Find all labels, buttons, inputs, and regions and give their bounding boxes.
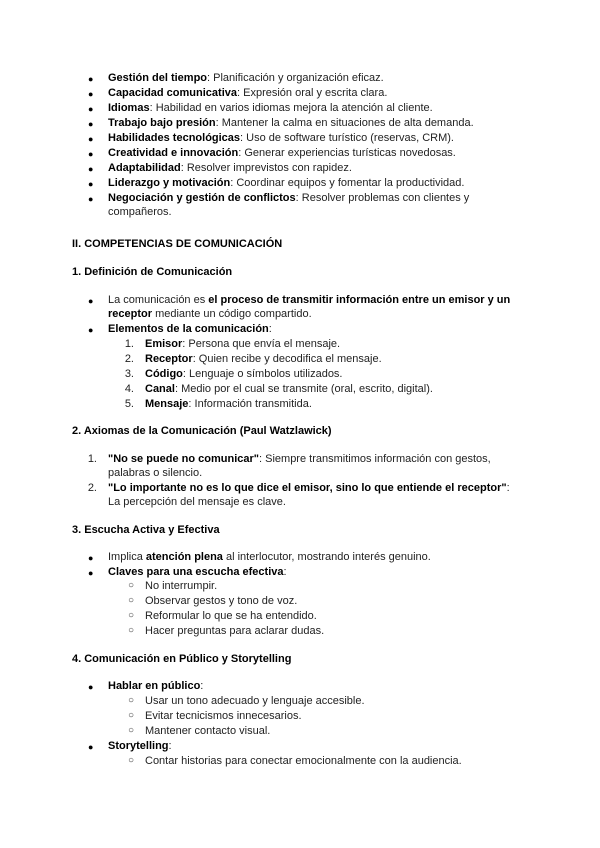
sub-bullet-icon: ○ [128, 580, 135, 591]
list-item: Gestión del tiempo: Planificación y organización eficaz. [108, 72, 384, 84]
subsection-title-axioms: 2. Axiomas de la Comunicación (Paul Watzlawick) [72, 425, 332, 437]
sub-bullet-icon: ○ [128, 695, 135, 706]
bullet-icon: ● [88, 104, 94, 114]
subsection-title-definition: 1. Definición de Comunicación [72, 266, 233, 278]
definition-paragraph: La comunicación es el proceso de transmitir información entre un emisor y un [108, 294, 511, 306]
bullet-icon: ● [88, 179, 94, 189]
definition-paragraph-continuation: receptor mediante un código compartido. [108, 308, 312, 320]
section-title: II. COMPETENCIAS DE COMUNICACIÓN [72, 238, 283, 250]
subsection-title-listening: 3. Escucha Activa y Efectiva [72, 524, 220, 536]
axiom-item-continuation: palabras o silencio. [108, 467, 203, 479]
bullet-icon: ● [88, 553, 94, 563]
list-item: Observar gestos y tono de voz. [145, 595, 298, 607]
sub-bullet-icon: ○ [128, 755, 135, 766]
elements-label: Elementos de la comunicación: [108, 323, 272, 335]
list-item: Habilidades tecnológicas: Uso de software turístico (reservas, CRM). [108, 132, 454, 144]
list-number: 2. [124, 353, 134, 365]
list-item: Mensaje: Información transmitida. [145, 398, 312, 410]
list-item: Capacidad comunicativa: Expresión oral y escrita clara. [108, 87, 388, 99]
listening-paragraph: Implica atención plena al interlocutor, mostrando interés genuino. [108, 551, 431, 563]
subsection-title-public-speaking: 4. Comunicación en Público y Storytelling [72, 653, 292, 665]
list-item: Emisor: Persona que envía el mensaje. [145, 338, 341, 350]
list-number: 5. [124, 398, 134, 410]
list-item: Código: Lenguaje o símbolos utilizados. [145, 368, 343, 380]
bullet-icon: ● [88, 296, 94, 306]
bullet-icon: ● [88, 89, 94, 99]
list-number: 3. [124, 368, 134, 380]
bullet-icon: ● [88, 74, 94, 84]
list-item: Adaptabilidad: Resolver imprevistos con rapidez. [108, 162, 352, 174]
bullet-icon: ● [88, 119, 94, 129]
bullet-icon: ● [88, 134, 94, 144]
axiom-item-continuation: La percepción del mensaje es clave. [108, 496, 286, 508]
list-item: Liderazgo y motivación: Coordinar equipos y fomentar la productividad. [108, 177, 465, 189]
list-number: 1. [87, 453, 97, 465]
bullet-icon: ● [88, 194, 94, 204]
list-number: 4. [124, 383, 134, 395]
list-item: Receptor: Quien recibe y decodifica el mensaje. [145, 353, 382, 365]
sub-bullet-icon: ○ [128, 725, 135, 736]
list-item: Contar historias para conectar emocionalmente con la audiencia. [145, 755, 462, 767]
bullet-icon: ● [88, 164, 94, 174]
list-item: Creatividad e innovación: Generar experiencias turísticas novedosas. [108, 147, 456, 159]
list-item: Trabajo bajo presión: Mantener la calma en situaciones de alta demanda. [108, 117, 474, 129]
bullet-icon: ● [88, 568, 94, 578]
storytelling-label: Storytelling: [108, 740, 172, 752]
list-item: No interrumpir. [145, 580, 218, 592]
bullet-icon: ● [88, 325, 94, 335]
sub-bullet-icon: ○ [128, 710, 135, 721]
sub-bullet-icon: ○ [128, 625, 135, 636]
list-number: 1. [124, 338, 134, 350]
list-item: Canal: Medio por el cual se transmite (oral, escrito, digital). [145, 383, 433, 395]
list-item: Hacer preguntas para aclarar dudas. [145, 625, 325, 637]
list-item: Usar un tono adecuado y lenguaje accesible. [145, 695, 365, 707]
list-item: Negociación y gestión de conflictos: Resolver problemas con clientes y [108, 192, 470, 204]
public-label: Hablar en público: [108, 680, 204, 692]
bullet-icon: ● [88, 742, 94, 752]
list-item: Reformular lo que se ha entendido. [145, 610, 317, 622]
bullet-icon: ● [88, 682, 94, 692]
list-item: Evitar tecnicismos innecesarios. [145, 710, 302, 722]
bullet-icon: ● [88, 149, 94, 159]
keys-label: Claves para una escucha efectiva: [108, 566, 287, 578]
list-item: Idiomas: Habilidad en varios idiomas mejora la atención al cliente. [108, 102, 433, 114]
axiom-item: "No se puede no comunicar": Siempre transmitimos información con gestos, [108, 453, 491, 465]
list-item-continuation: compañeros. [108, 206, 172, 218]
sub-bullet-icon: ○ [128, 610, 135, 621]
list-number: 2. [87, 482, 97, 494]
sub-bullet-icon: ○ [128, 595, 135, 606]
list-item: Mantener contacto visual. [145, 725, 271, 737]
axiom-item: "Lo importante no es lo que dice el emisor, sino lo que entiende el receptor": [108, 482, 510, 494]
